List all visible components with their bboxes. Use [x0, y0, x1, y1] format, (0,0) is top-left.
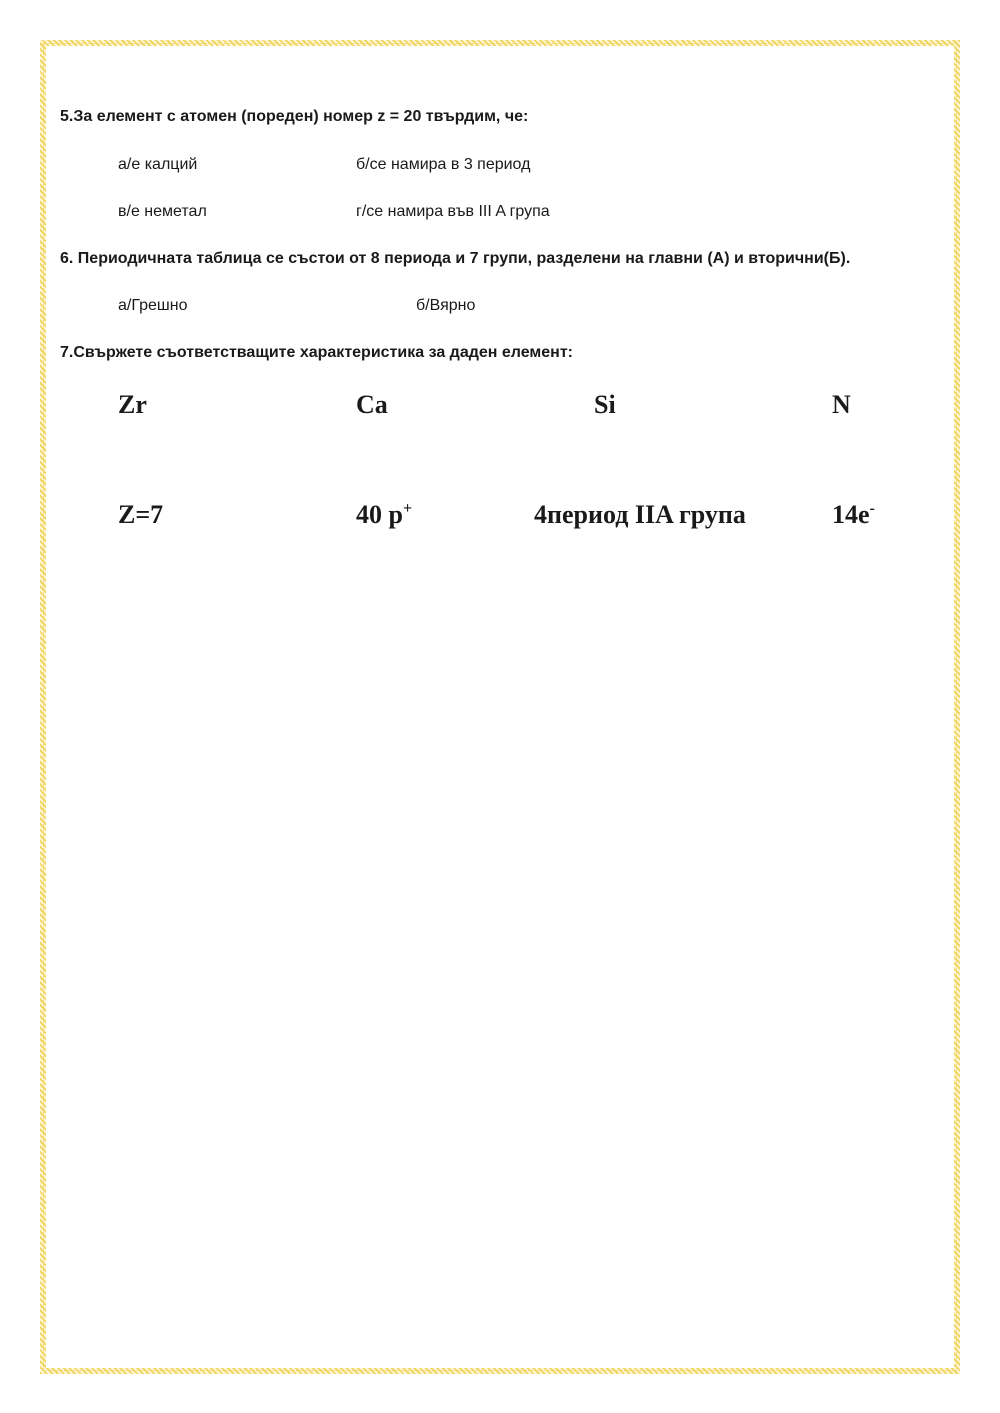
q5-option-d[interactable]: г/се намира във III A група — [356, 203, 550, 220]
characteristic-text: Z=7 — [118, 500, 164, 529]
q6-option-b[interactable]: б/Вярно — [416, 297, 476, 314]
characteristic-text: 14e — [832, 500, 870, 529]
characteristic-atomic-number[interactable] — [118, 500, 163, 530]
characteristic-period-group[interactable] — [534, 500, 746, 530]
element-ca[interactable]: Ca — [356, 390, 388, 419]
charge-superscript: + — [402, 500, 413, 517]
element-n[interactable]: N — [832, 390, 851, 419]
question-7: 7.Свържете съответстващите характеристика за даден елемент: — [60, 344, 573, 361]
question-6: 6. Периодичната таблица се състои от 8 периода и 7 групи, разделени на главни (А) и вторични(Б). — [60, 250, 851, 267]
characteristic-text: 40 p — [356, 500, 403, 529]
decorative-border — [40, 40, 960, 1374]
q5-option-c[interactable]: в/е неметал — [118, 203, 207, 220]
characteristic-electrons[interactable] — [832, 500, 875, 530]
charge-superscript: - — [869, 500, 875, 517]
element-zr[interactable]: Zr — [118, 390, 147, 419]
question-5: 5.За елемент с атомен (пореден) номер z = 20 твърдим, че: — [60, 108, 529, 125]
q5-option-b[interactable]: б/се намира в 3 период — [356, 156, 531, 173]
q5-option-a[interactable]: а/е калций — [118, 156, 198, 173]
characteristic-text: 4период IIA група — [534, 500, 746, 529]
element-si[interactable]: Si — [594, 390, 616, 419]
q6-option-a[interactable]: а/Грешно — [118, 297, 188, 314]
characteristic-protons[interactable] — [356, 500, 412, 530]
